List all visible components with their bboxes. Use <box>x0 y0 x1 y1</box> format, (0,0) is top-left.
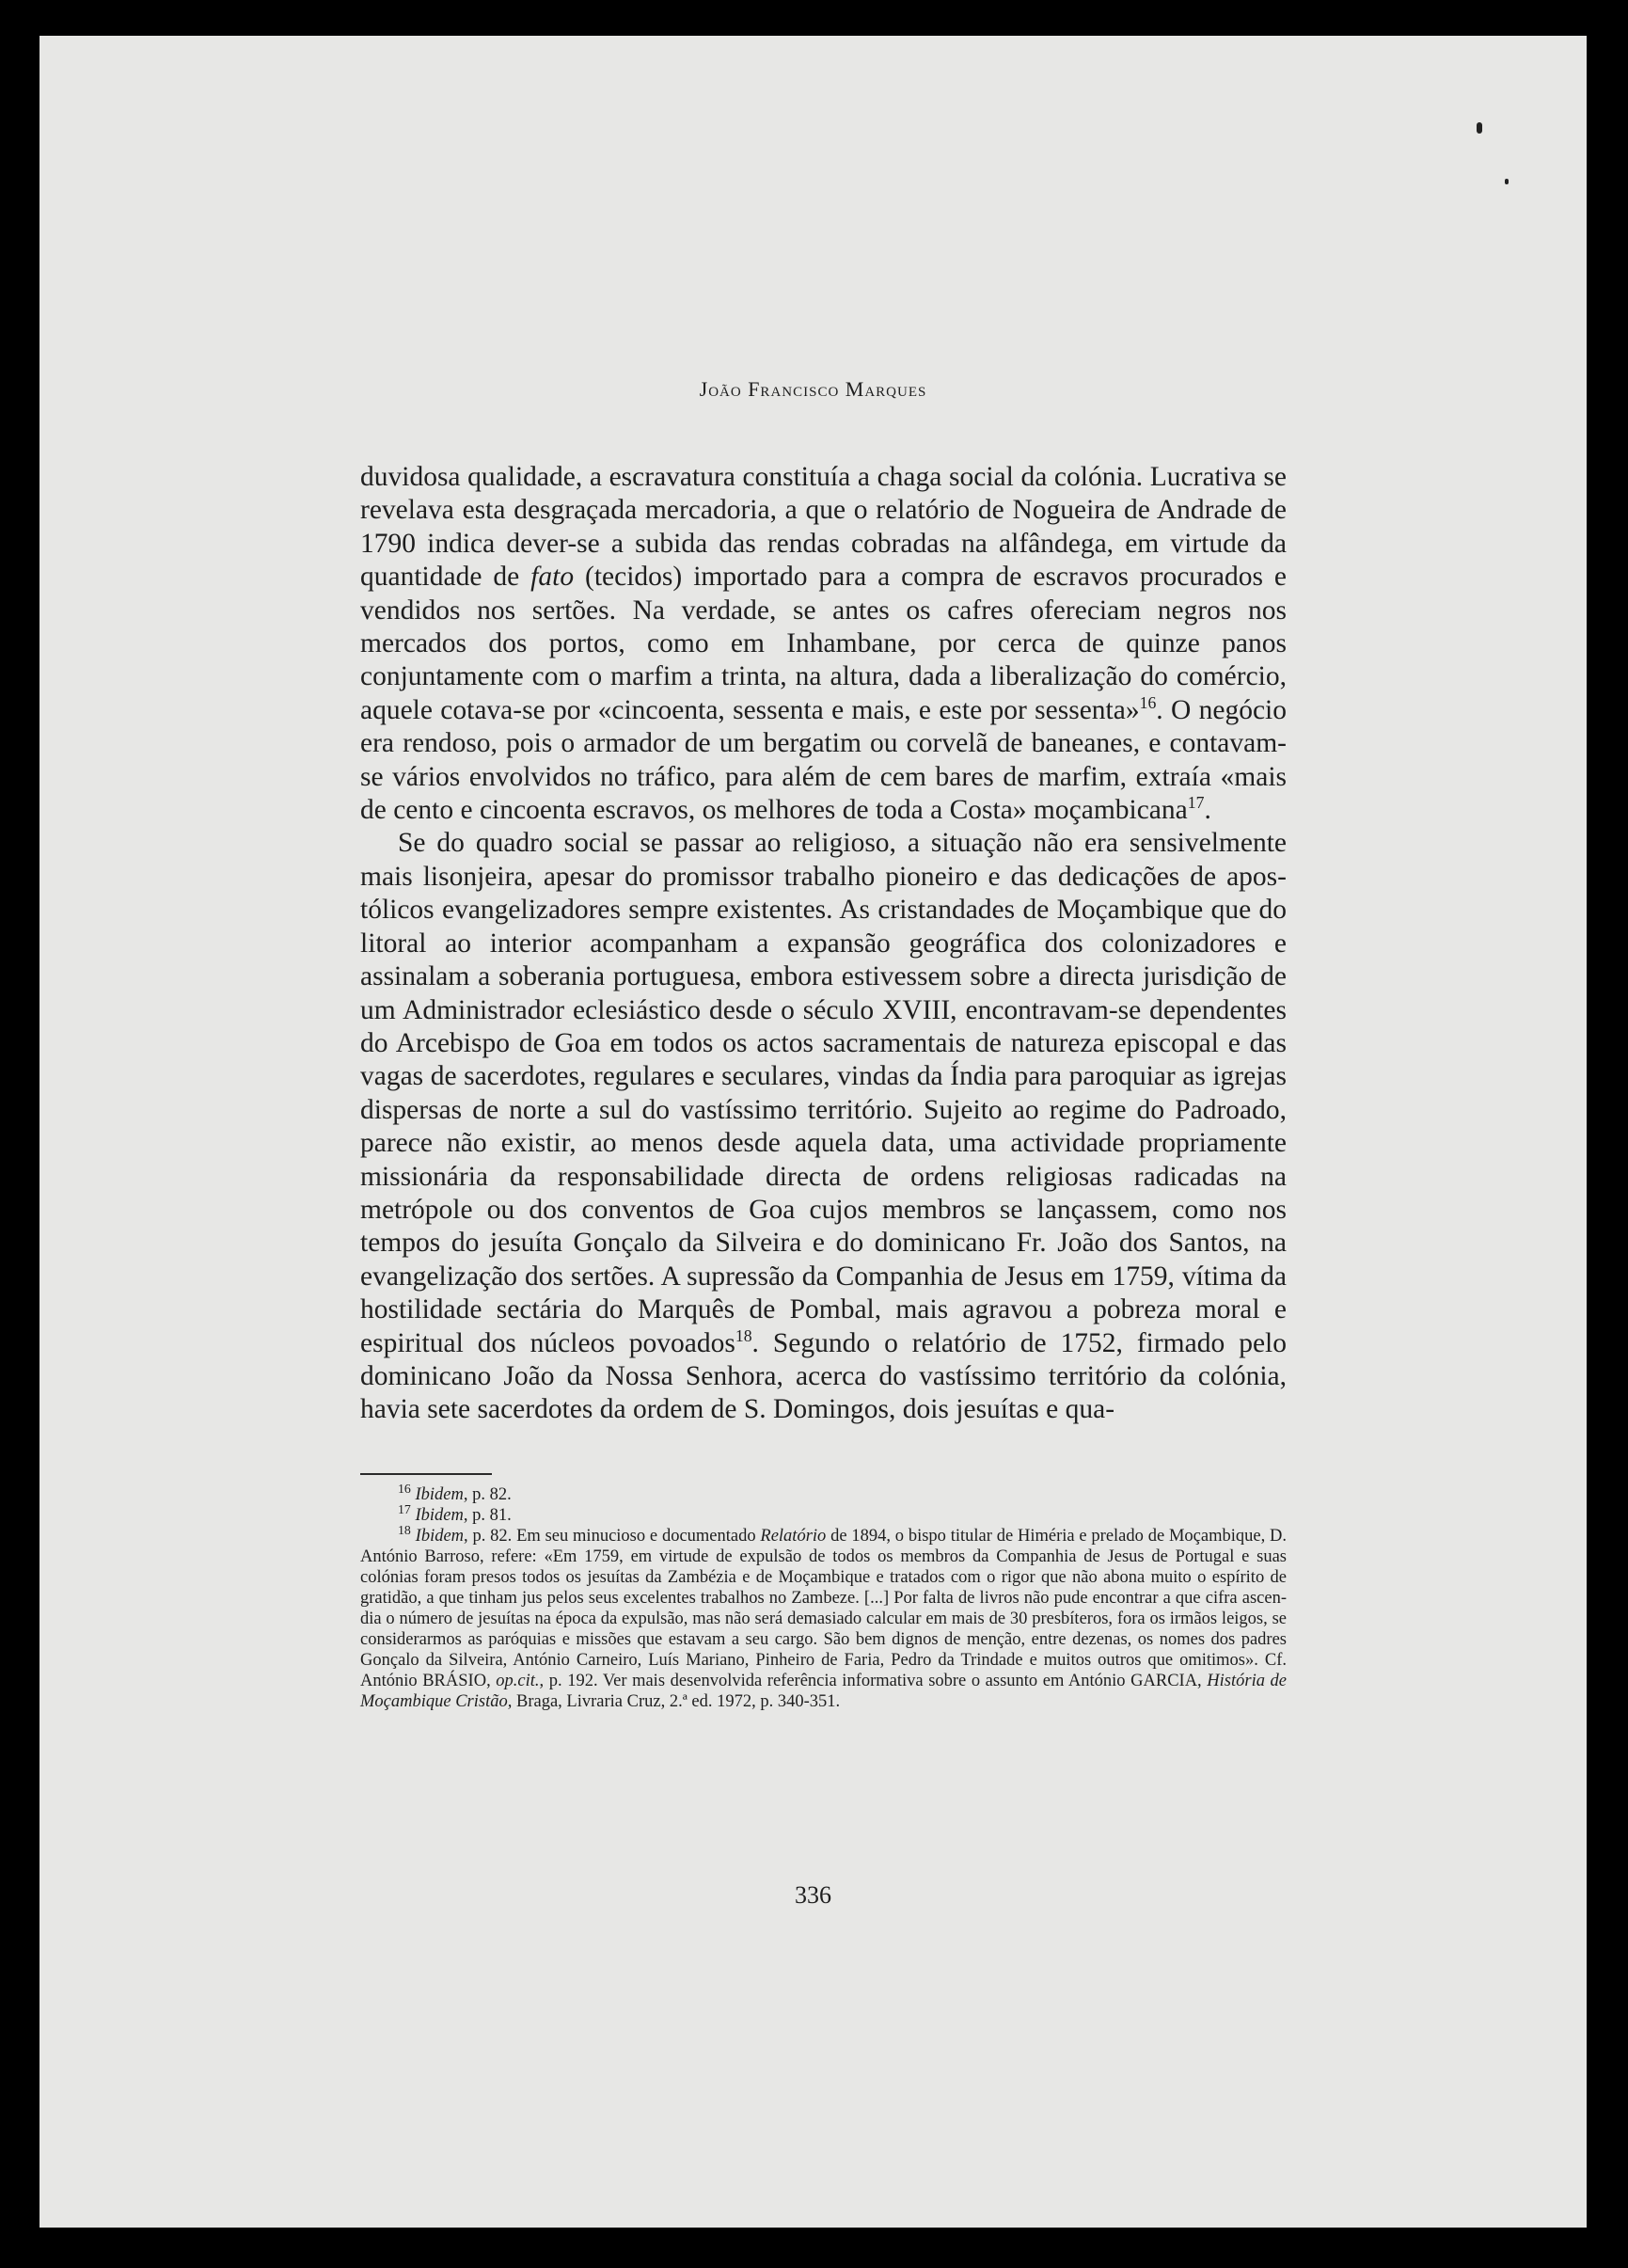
body-text <box>360 461 1287 1427</box>
footnote-ref-18: 18 <box>735 1325 752 1345</box>
footnote-ibidem: Ibidem <box>415 1485 464 1504</box>
footnote-ibidem: Ibidem <box>415 1527 465 1546</box>
running-head: João Francisco Marques <box>699 377 927 401</box>
footnote-number: 17 <box>398 1502 411 1517</box>
page-number: 336 <box>795 1881 831 1909</box>
footnote-italic-opcit: op.cit. <box>496 1672 540 1690</box>
paragraph-2-part-a: Se do quadro social se passar ao religioso, a situação não era sensivelmente mais lisonjeira, apesar do promissor trabalho pioneiro e das dedicações de apostólicos evangelizadores sempre existentes. As cristandades de Moçambique que do litoral ao interior acompanham a expansão geográfica dos colonizadores e assinalam a soberania portuguesa, embora estivessem sobre a directa jurisdição de um Administrador eclesiástico desde o século XVIII, encontravam-se dependentes do Arcebispo de Goa em todos os actos sacramentais de natureza episcopal e das vagas de sacerdotes, regulares e seculares, vindas da Índia para paroquiar as igrejas dispersas de norte a sul do vastíssimo território. Sujeito ao regime do Padroado, parece não existir, ao menos desde aquela data, uma actividade propriamente missionária da responsabilidade directa de ordens religiosas radicadas na metrópole ou dos conventos de Goa cujos membros se lançassem, como nos tempos do jesuíta Gonçalo da Silveira e do dominicano Fr. João dos Santos, na evangelização dos sertões. A supressão da Companhia de Jesus em 1759, vítima da hostilidade sectária do Marquês de Pombal, mais agravou a pobreza moral e espiritual dos núcleos povoados <box>360 828 1287 1358</box>
footnotes <box>360 1484 1287 1712</box>
dust-speck <box>1477 122 1482 134</box>
paragraph-1 <box>360 461 1287 827</box>
paragraph-1-part-b: (tecidos) importado para a compra de escravos procurados e vendidos nos sertões. Na verdade, se antes os cafres ofereciam negros nos mercados dos portos, como em Inhambane, por cerca de quinze panos conjuntamente com o marfim a trinta, na altura, dada a liberalização do comércio, aquele cotava-se por «cincoenta, sessenta e mais, e este por sessenta» <box>360 562 1287 725</box>
footnote-text: de 1894, o bispo titular de Himéria e prelado de Moçambique, D. António Barroso, refere: «Em 1759, em virtude de expulsão de todos os membros da Companhia de Jesus de Portugal e suas colónias foram presos todos os jesuítas da Zambézia e de Moçambique e tratados com o rigor que não abona muito o espírito de gratidão, a que tinham jus pelos seus excelentes trabalhos no Zambeze. [...] Por falta de livros não pude encontrar a que cifra ascendia o número de jesuítas na época da expulsão, mas não será demasiado calcular em mais de 30 presbíteros, fora os irmãos leigos, se considerarmos as paróquias e missões que estavam a seu cargo. São bem dignos de menção, entre dezenas, os nomes dos padres Gonçalo da Silveira, António Carneiro, Luís Mariano, Pinheiro de Faria, Pedro da Trindade e muitos outros que omitimos». Cf. António BRÁSIO, <box>360 1527 1287 1690</box>
footnote-separator <box>360 1473 492 1475</box>
footnote-text: , p. 82. Em seu minucioso e documentado <box>464 1527 761 1546</box>
footnote-number: 18 <box>398 1523 411 1538</box>
footnote-ref-17: 17 <box>1187 793 1205 813</box>
footnote-16 <box>360 1484 1287 1505</box>
page-sheet <box>40 36 1587 2228</box>
footnote-text: , p. 192. Ver mais desenvolvida referência informativa sobre o assunto em António GARCIA, <box>539 1672 1208 1690</box>
paragraph-1-part-a: duvidosa qualidade, a escravatura constituía a chaga social da colónia. Lucrativa se revelava esta desgraçada mercadoria, a que o relatório de Nogueira de Andrade de 1790 indica dever-se a subida das rendas cobradas na alfândega, em virtude da quantidade de <box>360 462 1287 593</box>
footnote-italic-relatorio: Relatório <box>760 1527 827 1546</box>
footnote-18 <box>360 1523 1288 1712</box>
paragraph-2-part-b: . Segundo o relatório de 1752, firmado pelo dominicano João da Nossa Senhora, acerca do vastíssimo território da colónia, havia sete sacerdotes da ordem de S. Domingos, dois jesuítas e qua- <box>360 1327 1287 1425</box>
footnote-17 <box>360 1502 1287 1526</box>
footnote-number: 16 <box>398 1482 411 1497</box>
footnote-text: Braga, Livraria Cruz, 2.ª ed. 1972, p. 340-351. <box>512 1692 841 1711</box>
footnote-ibidem: Ibidem <box>415 1506 464 1525</box>
paragraph-1-part-c: . O negócio era rendoso, pois o armador de um bergatim ou corvelã de baneanes, e contavam-se vários envolvidos no tráfico, para além de cem bares de marfim, extraía «mais de cento e cincoenta escravos, os melhores de toda a Costa» moçambicana <box>360 694 1288 826</box>
italic-word-fato: fato <box>530 562 575 593</box>
footnote-text: , p. 82. <box>463 1485 512 1504</box>
footnote-ref-16: 16 <box>1139 693 1157 713</box>
footnote-text: , p. 81. <box>463 1506 512 1525</box>
dust-speck <box>1505 179 1509 184</box>
footnote-italic-title: História de Moçambique Cristão, <box>360 1672 1288 1711</box>
paragraph-2 <box>360 827 1287 1426</box>
paragraph-1-part-d: . <box>1204 795 1211 826</box>
